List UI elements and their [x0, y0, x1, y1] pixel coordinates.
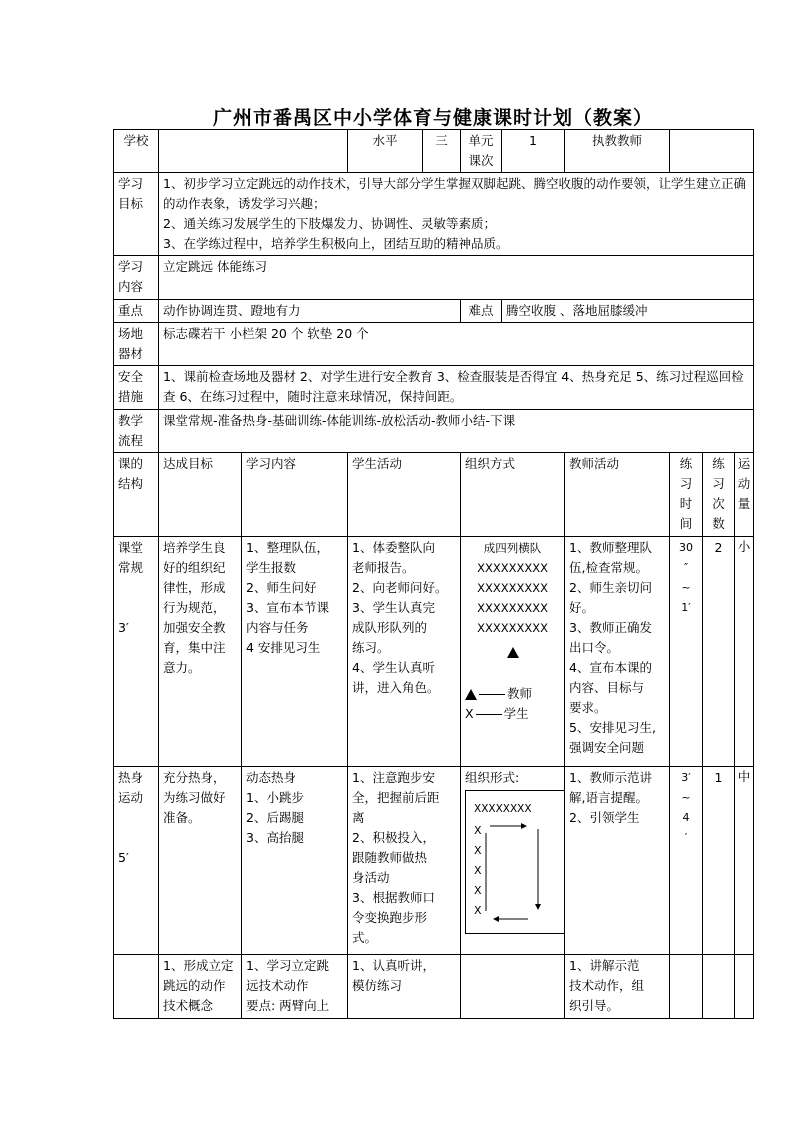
school-label: 学校: [114, 130, 159, 173]
table-row-teacher: 1、教师示范讲 解,语言提醒。 2、引领学生: [565, 767, 670, 955]
col-teacher: 教师活动: [565, 453, 670, 537]
goal-line: 3、在学练过程中，培养学生积极向上，团结互助的精神品质。: [163, 236, 509, 251]
col-org: 组织方式: [461, 453, 565, 537]
col-load: 运 动 量: [735, 453, 754, 537]
level-label: 水平: [348, 130, 423, 173]
safety-value: 1、课前检查场地及器材 2、对学生进行安全教育 3、检查服装是否得宜 4、热身充足 5、练习过程巡回检查 6、在练习过程中，随时注意来球情况，保持间距。: [159, 366, 754, 410]
content-value: 立定跳远 体能练习: [159, 256, 754, 300]
table-row-teacher: 1、讲解示范 技术动作，组 织引导。: [565, 955, 670, 1019]
goal-line: 1、初步学习立定跳远的动作技术，引导大部分学生掌握双脚起跳、腾空收腹的动作要领，让学生建立正确的动作表象，诱发学习兴趣；: [163, 176, 746, 211]
duration: 5′: [118, 850, 129, 865]
table-row-student: 1、注意跑步安 全，把握前后距 离 2、积极投入， 跟随教师做热 身活动 3、根据教师口 令变换跑步形 式。: [348, 767, 461, 955]
page-title: 广州市番禺区中小学体育与健康课时计划（教案）: [212, 107, 653, 129]
difficulty-value: 腾空收腹 、落地屈膝缓冲: [502, 300, 754, 323]
table-row-org: [461, 955, 565, 1019]
col-goal: 达成目标: [159, 453, 242, 537]
table-row-org: 成四列横队 XXXXXXXXX XXXXXXXXX XXXXXXXXX XXXXXXXXX 教师 X 学生: [461, 537, 565, 767]
difficulty-label: 难点: [461, 300, 502, 323]
flow-value: 课堂常规-准备热身-基础训练-体能训练-放松活动-教师小结-下课: [159, 410, 754, 453]
col-count: 练 习 次 数: [703, 453, 735, 537]
col-time: 练 习 时 间: [670, 453, 703, 537]
school-value: [159, 130, 348, 173]
lesson-plan-table: [113, 129, 754, 1019]
teacher-triangle-icon: [507, 647, 519, 658]
triangle-legend-icon: [465, 689, 477, 700]
col-student: 学生活动: [348, 453, 461, 537]
table-row-content: 动态热身 1、小跳步 2、后踢腿 3、高抬腿: [242, 767, 348, 955]
equipment-value: 标志碟若干 小栏架 20 个 软垫 20 个: [159, 323, 754, 366]
table-row-load: 中: [735, 767, 754, 955]
equipment-label: 场地器材: [114, 323, 159, 366]
table-row-student: 1、体委整队向 老师报告。 2、向老师问好。 3、学生认真完 成队形队列的 练习。 4、学生认真听 讲，进入角色。: [348, 537, 461, 767]
table-row-count: [703, 955, 735, 1019]
level-value: 三: [423, 130, 461, 173]
table-row-structure: 课堂 常规 3′: [114, 537, 159, 767]
table-row-load: 小: [735, 537, 754, 767]
key-point-label: 重点: [114, 300, 159, 323]
goals-label: 学习目标: [114, 173, 159, 256]
col-structure: 课的结构: [114, 453, 159, 537]
flow-label: 教学流程: [114, 410, 159, 453]
table-row-content: 1、整理队伍， 学生报数 2、师生问好 3、宣布本节课 内容与任务 4 安排见习生: [242, 537, 348, 767]
table-row-content: 1、学习立定跳 远技术动作 要点: 两臂向上: [242, 955, 348, 1019]
table-row-goal: 1、形成立定 跳远的动作 技术概念: [159, 955, 242, 1019]
table-row-structure: 热身 运动 5′: [114, 767, 159, 955]
table-row-count: 2: [703, 537, 735, 767]
route-arrows-icon: [466, 791, 565, 933]
table-row-load: [735, 955, 754, 1019]
table-row-time: 3′ ~ 4 ′: [670, 767, 703, 955]
table-row-count: 1: [703, 767, 735, 955]
goals-text: [159, 173, 754, 256]
table-row-student: 1、认真听讲， 模仿练习: [348, 955, 461, 1019]
unit-label: 单元课次: [461, 130, 502, 173]
table-row-goal: 充分热身， 为练习做好 准备。: [159, 767, 242, 955]
duration: 3′: [118, 620, 129, 635]
table-row-goal: 培养学生良 好的组织纪 律性，形成 行为规范， 加强安全教 育，集中注 意力。: [159, 537, 242, 767]
col-content: 学习内容: [242, 453, 348, 537]
safety-label: 安全措施: [114, 366, 159, 410]
content-label: 学习内容: [114, 256, 159, 300]
key-point-value: 动作协调连贯、蹬地有力: [159, 300, 461, 323]
unit-value: 1: [502, 130, 565, 173]
table-row-org: 组织形式: XXXXXXXX X X X X X: [461, 767, 565, 955]
table-row-time: 30 ″ ~ 1′: [670, 537, 703, 767]
table-row-teacher: 1、教师整理队 伍,检查常规。 2、师生亲切问 好。 3、教师正确发 出口令。 4、宣布本课的 内容、目标与 要求。 5、安排见习生, 强调安全问题: [565, 537, 670, 767]
teacher-value: [670, 130, 754, 173]
goal-line: 2、通关练习发展学生的下肢爆发力、协调性、灵敏等素质；: [163, 216, 496, 231]
running-route-diagram: XXXXXXXX X X X X X: [465, 790, 565, 934]
table-row-time: [670, 955, 703, 1019]
table-row-structure: [114, 955, 159, 1019]
teacher-label: 执教教师: [565, 130, 670, 173]
